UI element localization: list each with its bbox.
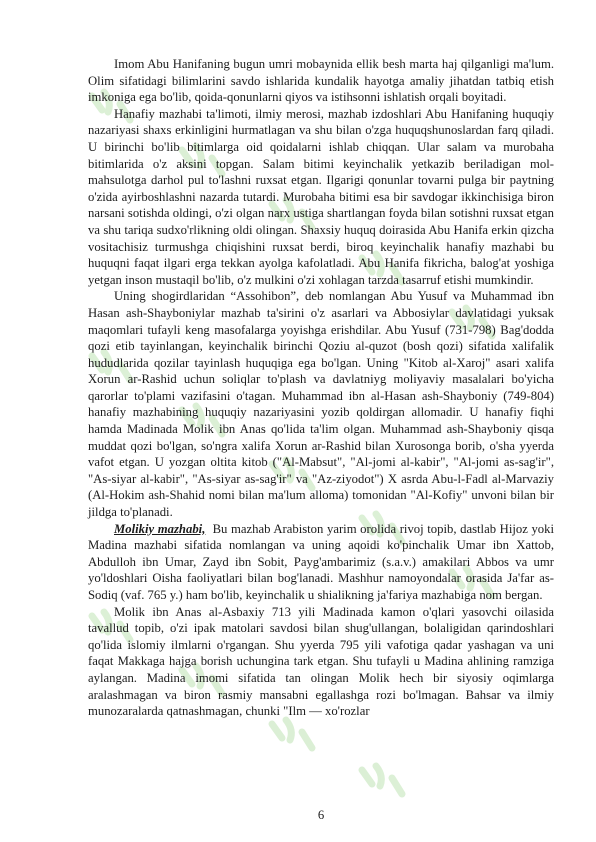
watermark-mark <box>272 720 312 748</box>
watermark-mark <box>362 766 402 794</box>
paragraph: Uning shogirdlaridan “Assohibon”, deb nomlangan Abu Yusuf va Muhammad ibn Hasan ash-Shayboniylar mazhab ta'sirini o'z asarlari va Abbosiylar davlatidagi yuksak maqomlari tufayli keng masofalarga yoyishga erishdilar. Abu Yusuf (731-798) Bag'dodda qozi etib tayinlangan, keyinchalik birinchi Qoziu al-quzot (bosh qozi) sifatida xalifalik hududlarida qozilar tayinlash huquqiga ega bo'lgan. Uning "Kitob al-Xaroj" asari xalifa Xorun ar-Rashid uchun soliqlar to'plash va davlatniyg moliyaviy masalalari bo'yicha qarorlar to'plami vazifasini o'tagan. Muhammad ibn al-Hasan ash-Shayboniy (749-804) hanafiy mazhabining huquqiy nazariyasini yozib qoldirgan allomadir. U hanafiy fiqhi hamda Madinada Molik ibn Anas qo'lida ta'lim olgan. Muhammad ash-Shayboniy qisqa muddat qozi bo'lgan, so'ngra xalifa Xorun ar-Rashid bilan Xurosonga borib, o'sha yyerda vafot etgan. U yozgan oltita kitob ("Al-Mabsut", "Al-jomi al-kabir", "Al-jomi as-sag'ir", "As-siyar al-kabir", "As-siyar as-sag'ir" va "Az-ziyodot") X asrda Abu-l-Fadl al-Marvaziy (Al-Hokim ash-Shahid nomi bilan ma'lum alloma) tomonidan "Al-Kofiy" unvoni bilan bir jildga to'planadi. <box>88 289 554 520</box>
section-text: Bu mazhab Arabiston yarim orolida rivoj topib, dastlab Hijoz yoki Madina mazhabi sifatida nomlangan va uning aqoidi ko'pinchalik Umar ibn Xattob, Abdulloh ibn Umar, Zayd ibn Sobit, Payg'ambarimiz (s.a.v.) amakilari Abbos va umr yo'ldoshlari Oisha faoliyatlari bilan bog'lanadi. Mashhur namoyondalar orasida Ja'far as-Sodiq (vaf. 765 y.) ham bo'lib, keyinchalik u shialikning ja'fariya mazhabiga nom bergan. <box>88 521 558 602</box>
paragraph: Hanafiy mazhabi ta'limoti, ilmiy merosi, mazhab izdoshlari Abu Hanifaning huquqiy nazariyasi shaxs erkinligini hurmatlagan va shu bilan o'zga huquqshunoslardan farq qiladi. U birinchi bo'lib bitimlarga oid qoidalarni ishlab chiqqan. Ular salam va murobaha bitimlarida o'z aksini topgan. Salam bitimi keyinchalik yetkazib beriladigan mol-mahsulotga darhol pul to'lashni ruxsat etgan. Ilgarigi qonunlar tovarni pulga bir paytning o'zida ayirboshlashni nazarda tutardi. Murobaha bitimi esa bir savdogar ikkinchisiga biron narsani sotishda oldingi, o'zi olgan narx ustiga shartlangan foyda bilan sotishni ruxsat etgan va shu tariqa sudxo'rlikning oldi olingan. Shaxsiy huquq doirasida Abu Hanifa erkin qizcha vositachisiz turmushga chiqishini ruxsat berdi, biroq keyinchalik hanafiy mazhabi bu huquqni faqat ilgari erga tekkan ayolga kafolatladi. Abu Hanifa fikricha, balog'at yoshiga yetgan inson mustaqil bo'lib, o'z mulkini o'zi xohlagan tarzda tasarruf etishi mumkindir. <box>88 106 554 287</box>
section-heading: Molikiy mazhabi, <box>114 521 206 536</box>
paragraph: Molik ibn Anas al-Asbaxiy 713 yili Madinada kamon o'qlari yasovchi oilasida tavallud topib, o'zi ipak matolari savdosi bilan shug'ullangan, bolaligidan qarindoshlari qo'lida islomiy ilmlarni o'rgangan. Shu yyerda 795 yili vafotiga qadar yashagan va uni faqat Makkaga hajga borish uchungina tark etgan. Shu tufayli u Madina ahlining ramziga aylangan. Madina imomi sifatida tan olingan Molik hech bir siyosiy oqimlarga aralashmagan va biron rasmiy mansabni egallashga rozi bo'lmagan. Bahsar va ilmiy munozaralarda qatnashmagan, chunki "Ilm — xo'rozlar <box>88 604 554 719</box>
document-body <box>88 56 558 720</box>
section-paragraph <box>88 521 558 604</box>
page-number: 6 <box>317 808 325 822</box>
paragraph: Imom Abu Hanifaning bugun umri mobaynida ellik besh marta haj qilganligi ma'lum. Olim sifatidagi bilimlarini savdo ishlarida kundalik hayotga amaliy jihatdan tatbiq etish imkoniga ega bo'lib, qoida-qonunlarni qiyos va istihsonni ishlatish orqali boyitadi. <box>88 57 554 105</box>
